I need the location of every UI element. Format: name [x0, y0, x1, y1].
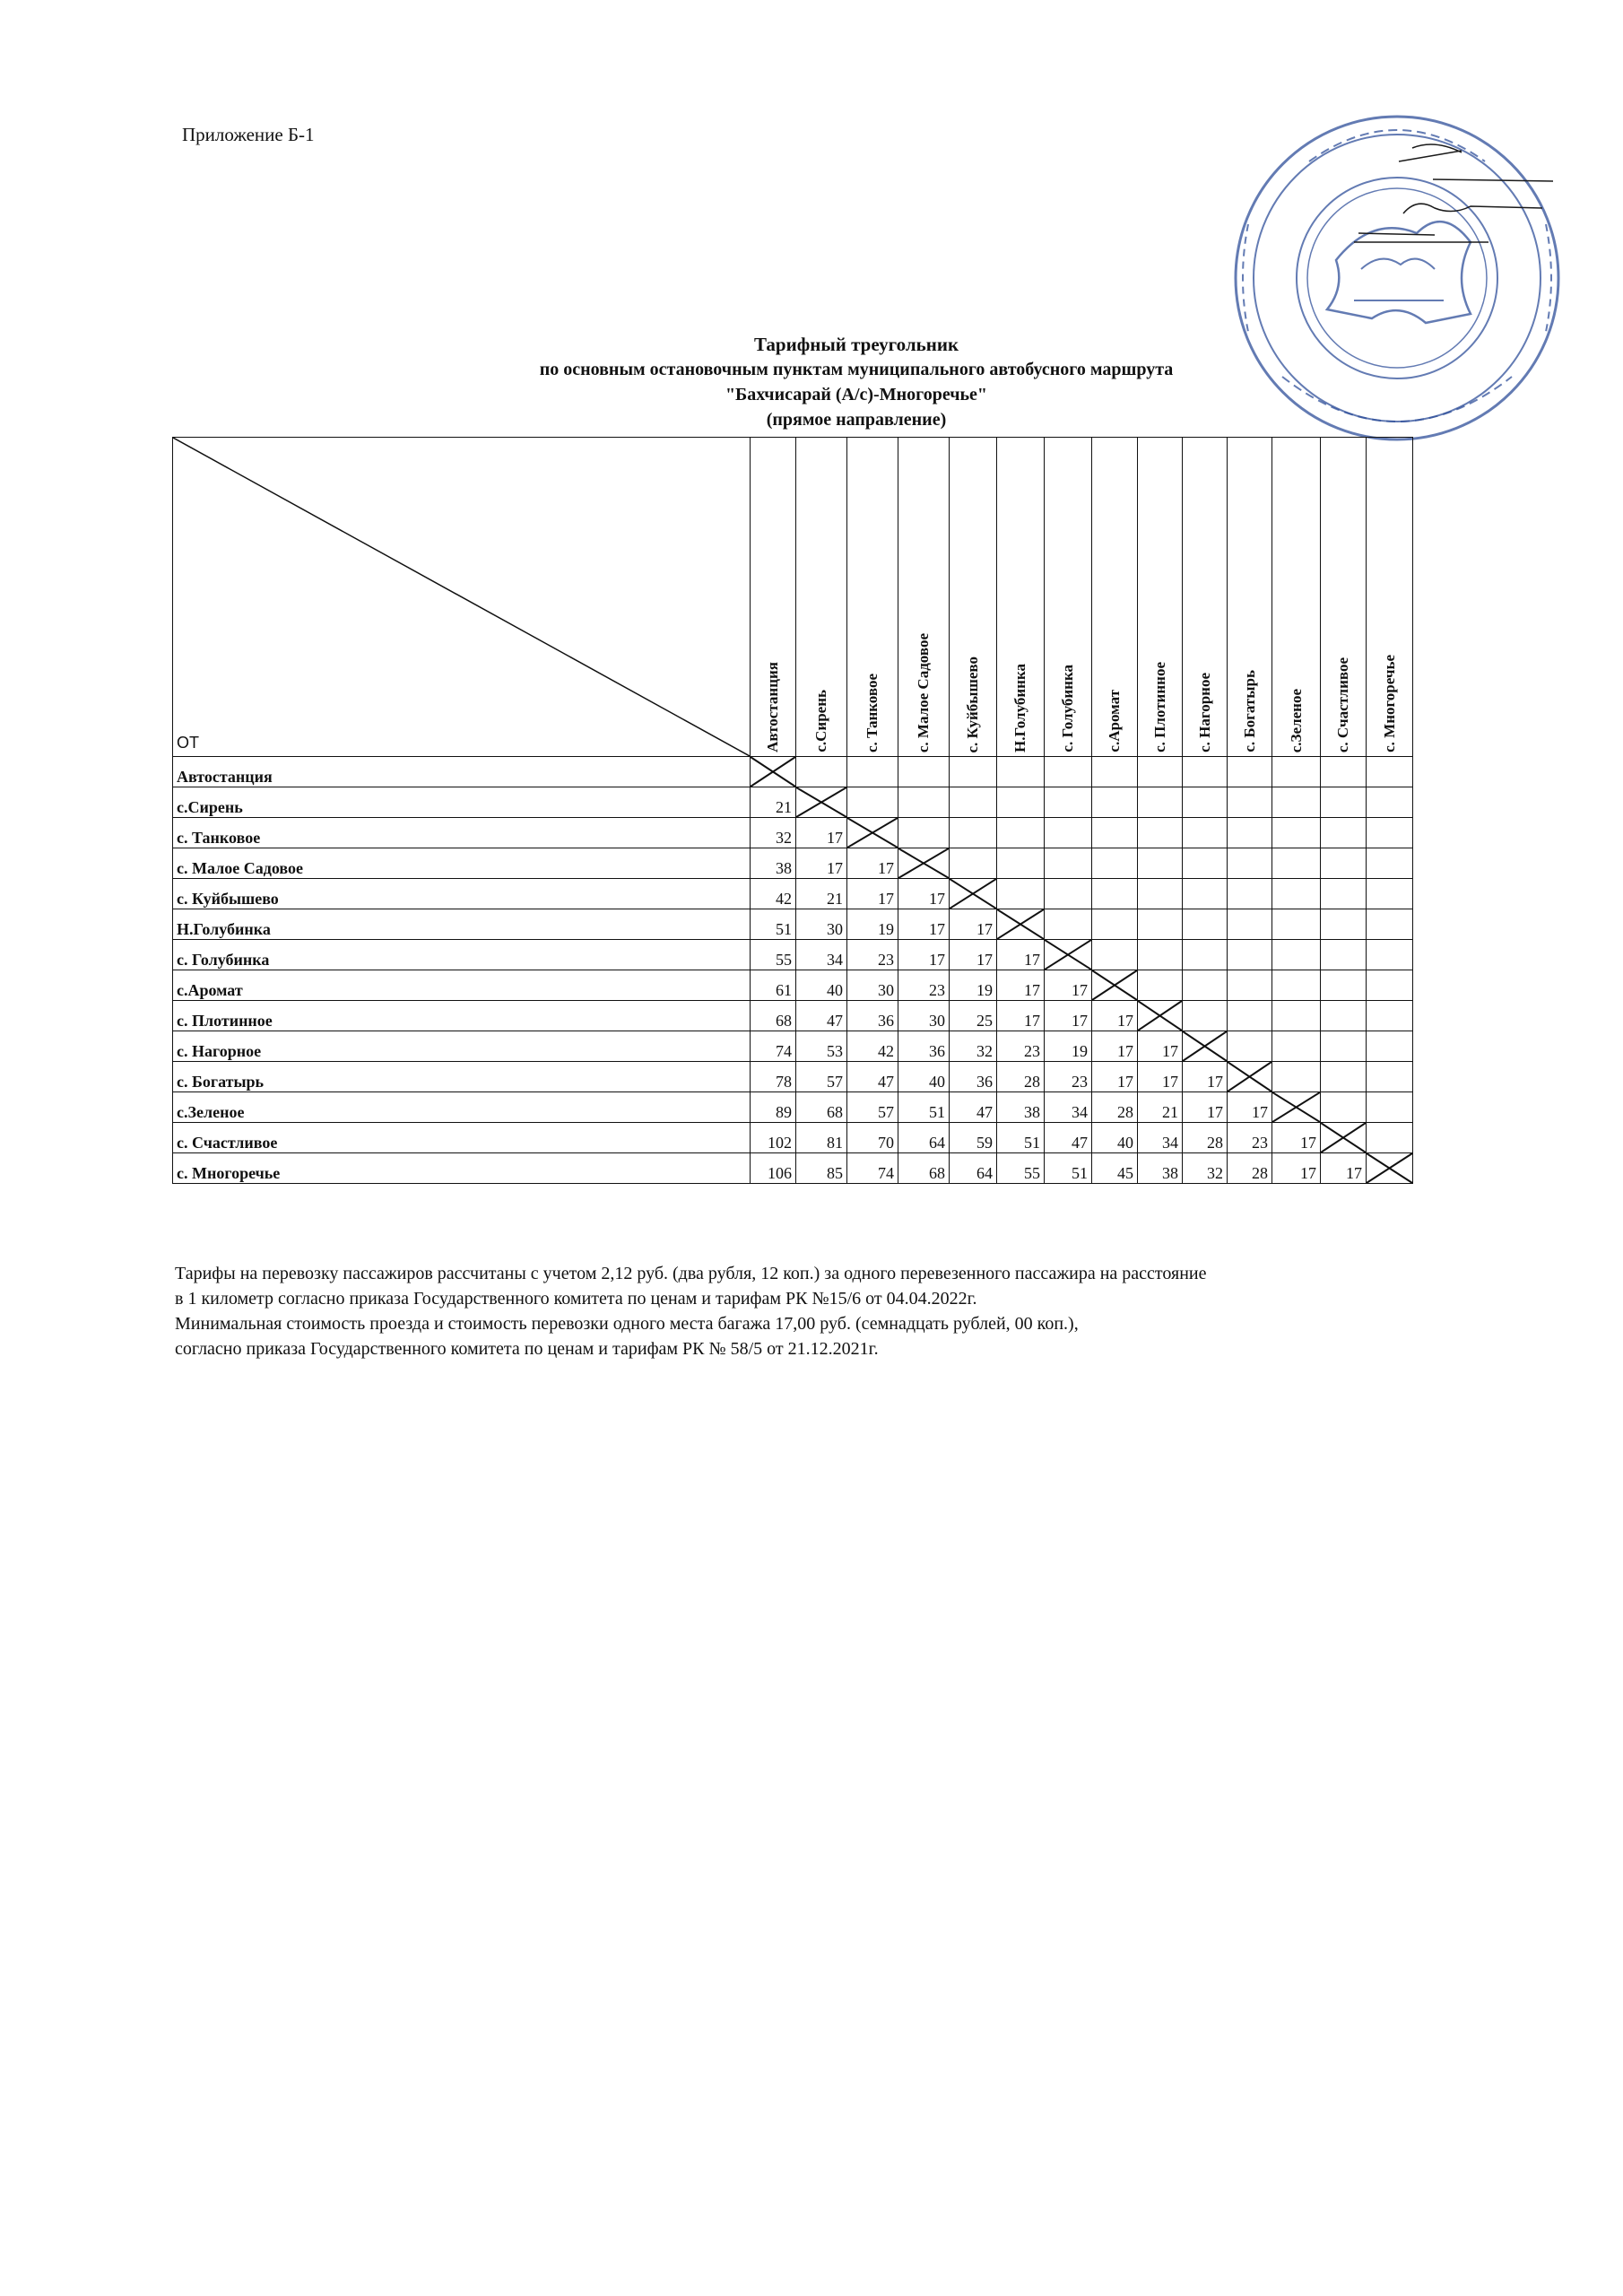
tariff-triangle-table: [172, 437, 1413, 1184]
empty-cell: [1321, 879, 1367, 909]
diagonal-cross-cell: [1228, 1062, 1272, 1092]
empty-cell: [1228, 1031, 1272, 1062]
note-line-2: в 1 километр согласно приказа Государственного комитета по ценам и тарифам РК №15/6 от 04.04.2022г.: [175, 1289, 977, 1309]
fare-cell: 19: [950, 970, 997, 1001]
column-header: [1367, 438, 1413, 757]
cross-mark: [1045, 940, 1091, 970]
table-row: [173, 1123, 1413, 1153]
row-label: с. Нагорное: [173, 1031, 751, 1062]
cross-mark: [997, 909, 1044, 939]
column-header-label: с. Куйбышево: [964, 656, 981, 752]
column-header: [950, 438, 997, 757]
tariff-notes: [175, 1261, 1430, 1361]
empty-cell: [1183, 757, 1228, 787]
fare-cell: 51: [997, 1123, 1045, 1153]
fare-cell: 32: [751, 818, 796, 848]
fare-cell: 25: [950, 1001, 997, 1031]
fare-cell: 21: [796, 879, 847, 909]
empty-cell: [1272, 1062, 1321, 1092]
fare-cell: 17: [1092, 1062, 1138, 1092]
empty-cell: [1367, 1031, 1413, 1062]
fare-cell: 40: [796, 970, 847, 1001]
table-row: [173, 848, 1413, 879]
fare-cell: 51: [1045, 1153, 1092, 1184]
empty-cell: [1228, 970, 1272, 1001]
empty-cell: [1183, 818, 1228, 848]
empty-cell: [1228, 909, 1272, 940]
empty-cell: [1138, 757, 1183, 787]
fare-cell: 89: [751, 1092, 796, 1123]
fare-cell: 17: [1183, 1062, 1228, 1092]
column-header-label: с. Голубинка: [1059, 665, 1076, 752]
fare-cell: 23: [898, 970, 950, 1001]
row-label: Н.Голубинка: [173, 909, 751, 940]
fare-cell: 40: [1092, 1123, 1138, 1153]
table-row: [173, 1001, 1413, 1031]
diagonal-cross-cell: [1092, 970, 1138, 1001]
fare-cell: 34: [1138, 1123, 1183, 1153]
column-header-label: с.Аромат: [1106, 690, 1123, 752]
empty-cell: [1367, 940, 1413, 970]
empty-cell: [997, 848, 1045, 879]
diagonal-cross-cell: [997, 909, 1045, 940]
fare-cell: 42: [847, 1031, 898, 1062]
empty-cell: [1183, 970, 1228, 1001]
empty-cell: [1092, 757, 1138, 787]
table-row: [173, 1031, 1413, 1062]
fare-cell: 17: [950, 909, 997, 940]
fare-cell: 47: [847, 1062, 898, 1092]
column-header: [796, 438, 847, 757]
cross-mark: [796, 787, 846, 817]
empty-cell: [1228, 848, 1272, 879]
empty-cell: [1367, 787, 1413, 818]
note-line-1: Тарифы на перевозку пассажиров рассчитаны с учетом 2,12 руб. (два рубля, 12 коп.) за одного перевезенного пассажира на расстояние: [175, 1264, 1207, 1283]
diagonal-cross-cell: [796, 787, 847, 818]
empty-cell: [1272, 970, 1321, 1001]
empty-cell: [1272, 757, 1321, 787]
empty-cell: [1092, 848, 1138, 879]
diagonal-cross-cell: [898, 848, 950, 879]
fare-cell: 51: [898, 1092, 950, 1123]
empty-cell: [1183, 848, 1228, 879]
cross-mark: [1367, 1153, 1412, 1183]
document-title: [359, 332, 1354, 432]
empty-cell: [1272, 909, 1321, 940]
table-row: [173, 818, 1413, 848]
row-label: с. Богатырь: [173, 1062, 751, 1092]
fare-cell: 64: [950, 1153, 997, 1184]
empty-cell: [1045, 757, 1092, 787]
fare-cell: 17: [1138, 1062, 1183, 1092]
fare-cell: 17: [1272, 1123, 1321, 1153]
column-header: [1092, 438, 1138, 757]
fare-cell: 17: [1321, 1153, 1367, 1184]
empty-cell: [1183, 1001, 1228, 1031]
empty-cell: [1321, 940, 1367, 970]
row-label: с.Аромат: [173, 970, 751, 1001]
empty-cell: [847, 787, 898, 818]
empty-cell: [1092, 909, 1138, 940]
empty-cell: [950, 787, 997, 818]
fare-cell: 30: [796, 909, 847, 940]
table-header-row: [173, 438, 1413, 757]
column-header-label: Н.Голубинка: [1011, 663, 1028, 752]
cross-mark: [1183, 1031, 1227, 1061]
empty-cell: [950, 757, 997, 787]
empty-cell: [1183, 879, 1228, 909]
table-row: [173, 970, 1413, 1001]
fare-cell: 28: [1092, 1092, 1138, 1123]
empty-cell: [1321, 1062, 1367, 1092]
empty-cell: [1321, 1031, 1367, 1062]
column-header: [898, 438, 950, 757]
fare-cell: 17: [1183, 1092, 1228, 1123]
fare-cell: 64: [898, 1123, 950, 1153]
row-label: с. Малое Садовое: [173, 848, 751, 879]
table-row: [173, 1153, 1413, 1184]
fare-cell: 42: [751, 879, 796, 909]
column-header: [1183, 438, 1228, 757]
fare-cell: 38: [1138, 1153, 1183, 1184]
column-header: [997, 438, 1045, 757]
column-header: [1228, 438, 1272, 757]
empty-cell: [1183, 940, 1228, 970]
cross-mark: [898, 848, 949, 878]
fare-cell: 28: [1228, 1153, 1272, 1184]
fare-cell: 51: [751, 909, 796, 940]
empty-cell: [1092, 940, 1138, 970]
fare-cell: 40: [898, 1062, 950, 1092]
column-header-label: с. Нагорное: [1195, 673, 1213, 752]
fare-cell: 17: [1045, 1001, 1092, 1031]
fare-cell: 17: [1092, 1001, 1138, 1031]
title-line-4: (прямое направление): [766, 410, 947, 430]
corner-diagonal: [173, 438, 750, 756]
fare-cell: 17: [997, 940, 1045, 970]
empty-cell: [1228, 879, 1272, 909]
diagonal-cross-cell: [1321, 1123, 1367, 1153]
fare-cell: 74: [751, 1031, 796, 1062]
empty-cell: [1092, 787, 1138, 818]
table-row: [173, 940, 1413, 970]
empty-cell: [1367, 1092, 1413, 1123]
fare-cell: 17: [950, 940, 997, 970]
fare-cell: 68: [796, 1092, 847, 1123]
fare-cell: 74: [847, 1153, 898, 1184]
row-label: с. Танковое: [173, 818, 751, 848]
cross-mark: [950, 879, 996, 909]
table-row: [173, 1062, 1413, 1092]
fare-cell: 81: [796, 1123, 847, 1153]
row-label: с.Сирень: [173, 787, 751, 818]
empty-cell: [1045, 818, 1092, 848]
table-row: [173, 1092, 1413, 1123]
appendix-label: Приложение Б-1: [182, 124, 315, 145]
empty-cell: [1272, 940, 1321, 970]
fare-cell: 53: [796, 1031, 847, 1062]
empty-cell: [1138, 909, 1183, 940]
empty-cell: [898, 757, 950, 787]
cross-mark: [1272, 1092, 1320, 1122]
empty-cell: [1321, 970, 1367, 1001]
empty-cell: [898, 818, 950, 848]
fare-cell: 34: [796, 940, 847, 970]
fare-cell: 36: [950, 1062, 997, 1092]
fare-cell: 59: [950, 1123, 997, 1153]
fare-cell: 30: [847, 970, 898, 1001]
table-corner-cell: [173, 438, 751, 757]
row-label: с. Куйбышево: [173, 879, 751, 909]
empty-cell: [1272, 787, 1321, 818]
fare-cell: 38: [751, 848, 796, 879]
column-header-label: Автостанция: [764, 662, 781, 752]
fare-cell: 17: [898, 940, 950, 970]
fare-cell: 17: [847, 879, 898, 909]
empty-cell: [950, 818, 997, 848]
fare-cell: 21: [751, 787, 796, 818]
fare-cell: 17: [1272, 1153, 1321, 1184]
empty-cell: [997, 787, 1045, 818]
fare-cell: 106: [751, 1153, 796, 1184]
empty-cell: [1321, 1092, 1367, 1123]
fare-cell: 68: [898, 1153, 950, 1184]
fare-cell: 21: [1138, 1092, 1183, 1123]
fare-cell: 45: [1092, 1153, 1138, 1184]
table-row: [173, 909, 1413, 940]
empty-cell: [1183, 787, 1228, 818]
column-header-label: с.Зеленое: [1287, 688, 1305, 752]
title-line-1: Тарифный треугольник: [753, 334, 959, 355]
fare-cell: 28: [997, 1062, 1045, 1092]
empty-cell: [1228, 818, 1272, 848]
diagonal-cross-cell: [847, 818, 898, 848]
fare-cell: 17: [796, 848, 847, 879]
empty-cell: [1228, 787, 1272, 818]
fare-cell: 55: [997, 1153, 1045, 1184]
column-header: [751, 438, 796, 757]
empty-cell: [950, 848, 997, 879]
empty-cell: [1321, 848, 1367, 879]
empty-cell: [796, 757, 847, 787]
cross-mark: [1228, 1062, 1271, 1091]
empty-cell: [1367, 848, 1413, 879]
empty-cell: [1138, 787, 1183, 818]
empty-cell: [997, 818, 1045, 848]
fare-cell: 17: [997, 970, 1045, 1001]
diagonal-cross-cell: [1272, 1092, 1321, 1123]
empty-cell: [1272, 1031, 1321, 1062]
title-line-2: по основным остановочным пунктам муниципального автобусного маршрута: [539, 360, 1174, 379]
fare-cell: 34: [1045, 1092, 1092, 1123]
empty-cell: [1321, 818, 1367, 848]
empty-cell: [1367, 1062, 1413, 1092]
column-header: [1321, 438, 1367, 757]
fare-cell: 55: [751, 940, 796, 970]
fare-cell: 17: [1045, 970, 1092, 1001]
empty-cell: [1138, 818, 1183, 848]
empty-cell: [898, 787, 950, 818]
empty-cell: [1321, 1001, 1367, 1031]
empty-cell: [1045, 909, 1092, 940]
empty-cell: [1272, 848, 1321, 879]
empty-cell: [1367, 1123, 1413, 1153]
empty-cell: [1367, 970, 1413, 1001]
empty-cell: [1321, 757, 1367, 787]
fare-cell: 19: [1045, 1031, 1092, 1062]
fare-cell: 57: [847, 1092, 898, 1123]
empty-cell: [1367, 818, 1413, 848]
empty-cell: [1228, 940, 1272, 970]
fare-cell: 17: [796, 818, 847, 848]
fare-cell: 19: [847, 909, 898, 940]
empty-cell: [1138, 970, 1183, 1001]
empty-cell: [1321, 909, 1367, 940]
empty-cell: [847, 757, 898, 787]
diagonal-cross-cell: [1138, 1001, 1183, 1031]
fare-cell: 17: [898, 909, 950, 940]
cross-mark: [1092, 970, 1137, 1000]
column-header: [1045, 438, 1092, 757]
empty-cell: [997, 879, 1045, 909]
column-header-label: с. Счастливое: [1334, 657, 1351, 752]
row-label: с. Многоречье: [173, 1153, 751, 1184]
empty-cell: [1367, 757, 1413, 787]
empty-cell: [1183, 909, 1228, 940]
fare-cell: 23: [847, 940, 898, 970]
fare-cell: 36: [847, 1001, 898, 1031]
table-row: [173, 787, 1413, 818]
fare-cell: 70: [847, 1123, 898, 1153]
empty-cell: [1045, 848, 1092, 879]
column-header-label: с. Плотинное: [1150, 662, 1168, 752]
fare-cell: 17: [898, 879, 950, 909]
fare-cell: 23: [1228, 1123, 1272, 1153]
row-label: с. Голубинка: [173, 940, 751, 970]
note-line-3: Минимальная стоимость проезда и стоимость перевозки одного места багажа 17,00 руб. (семнадцать рублей, 00 коп.),: [175, 1314, 1079, 1334]
fare-cell: 32: [1183, 1153, 1228, 1184]
fare-cell: 38: [997, 1092, 1045, 1123]
fare-cell: 17: [847, 848, 898, 879]
diagonal-cross-cell: [1045, 940, 1092, 970]
fare-cell: 17: [1138, 1031, 1183, 1062]
table-row: [173, 879, 1413, 909]
fare-cell: 47: [796, 1001, 847, 1031]
fare-cell: 47: [1045, 1123, 1092, 1153]
row-label: Автостанция: [173, 757, 751, 787]
empty-cell: [1228, 1001, 1272, 1031]
fare-cell: 68: [751, 1001, 796, 1031]
fare-cell: 102: [751, 1123, 796, 1153]
empty-cell: [1228, 757, 1272, 787]
empty-cell: [1045, 879, 1092, 909]
empty-cell: [1272, 818, 1321, 848]
diagonal-cross-cell: [950, 879, 997, 909]
empty-cell: [1367, 1001, 1413, 1031]
column-header: [1272, 438, 1321, 757]
column-header-label: с. Многоречье: [1380, 655, 1398, 752]
empty-cell: [997, 757, 1045, 787]
fare-cell: 57: [796, 1062, 847, 1092]
empty-cell: [1367, 909, 1413, 940]
column-header-label: с. Малое Садовое: [915, 632, 932, 752]
table-row: [173, 757, 1413, 787]
row-label: с.Зеленое: [173, 1092, 751, 1123]
diagonal-cross-cell: [1183, 1031, 1228, 1062]
empty-cell: [1045, 787, 1092, 818]
empty-cell: [1092, 879, 1138, 909]
empty-cell: [1272, 879, 1321, 909]
note-line-4: согласно приказа Государственного комитета по ценам и тарифам РК № 58/5 от 21.12.2021г.: [175, 1339, 879, 1359]
diagonal-cross-cell: [1367, 1153, 1413, 1184]
cross-mark: [847, 818, 898, 848]
empty-cell: [1138, 848, 1183, 879]
row-label: с. Плотинное: [173, 1001, 751, 1031]
fare-cell: 17: [1092, 1031, 1138, 1062]
fare-cell: 28: [1183, 1123, 1228, 1153]
cross-mark: [1138, 1001, 1182, 1031]
title-line-3: "Бахчисарай (А/с)-Многоречье": [725, 385, 988, 404]
fare-cell: 17: [1228, 1092, 1272, 1123]
empty-cell: [1138, 879, 1183, 909]
column-header-label: с. Богатырь: [1240, 670, 1258, 752]
fare-cell: 23: [1045, 1062, 1092, 1092]
column-header: [847, 438, 898, 757]
empty-cell: [1272, 1001, 1321, 1031]
empty-cell: [1367, 879, 1413, 909]
column-header-label: с.Сирень: [812, 690, 829, 752]
fare-cell: 30: [898, 1001, 950, 1031]
fare-cell: 36: [898, 1031, 950, 1062]
fare-cell: 85: [796, 1153, 847, 1184]
cross-mark: [1321, 1123, 1366, 1152]
fare-cell: 17: [997, 1001, 1045, 1031]
empty-cell: [1092, 818, 1138, 848]
cross-mark: [751, 757, 795, 787]
fare-cell: 32: [950, 1031, 997, 1062]
empty-cell: [1138, 940, 1183, 970]
fare-cell: 61: [751, 970, 796, 1001]
row-label: с. Счастливое: [173, 1123, 751, 1153]
empty-cell: [1321, 787, 1367, 818]
diagonal-cross-cell: [751, 757, 796, 787]
fare-cell: 47: [950, 1092, 997, 1123]
corner-from-label: ОТ: [177, 734, 199, 752]
column-header: [1138, 438, 1183, 757]
column-header-label: с. Танковое: [864, 673, 881, 752]
fare-cell: 23: [997, 1031, 1045, 1062]
fare-cell: 78: [751, 1062, 796, 1092]
